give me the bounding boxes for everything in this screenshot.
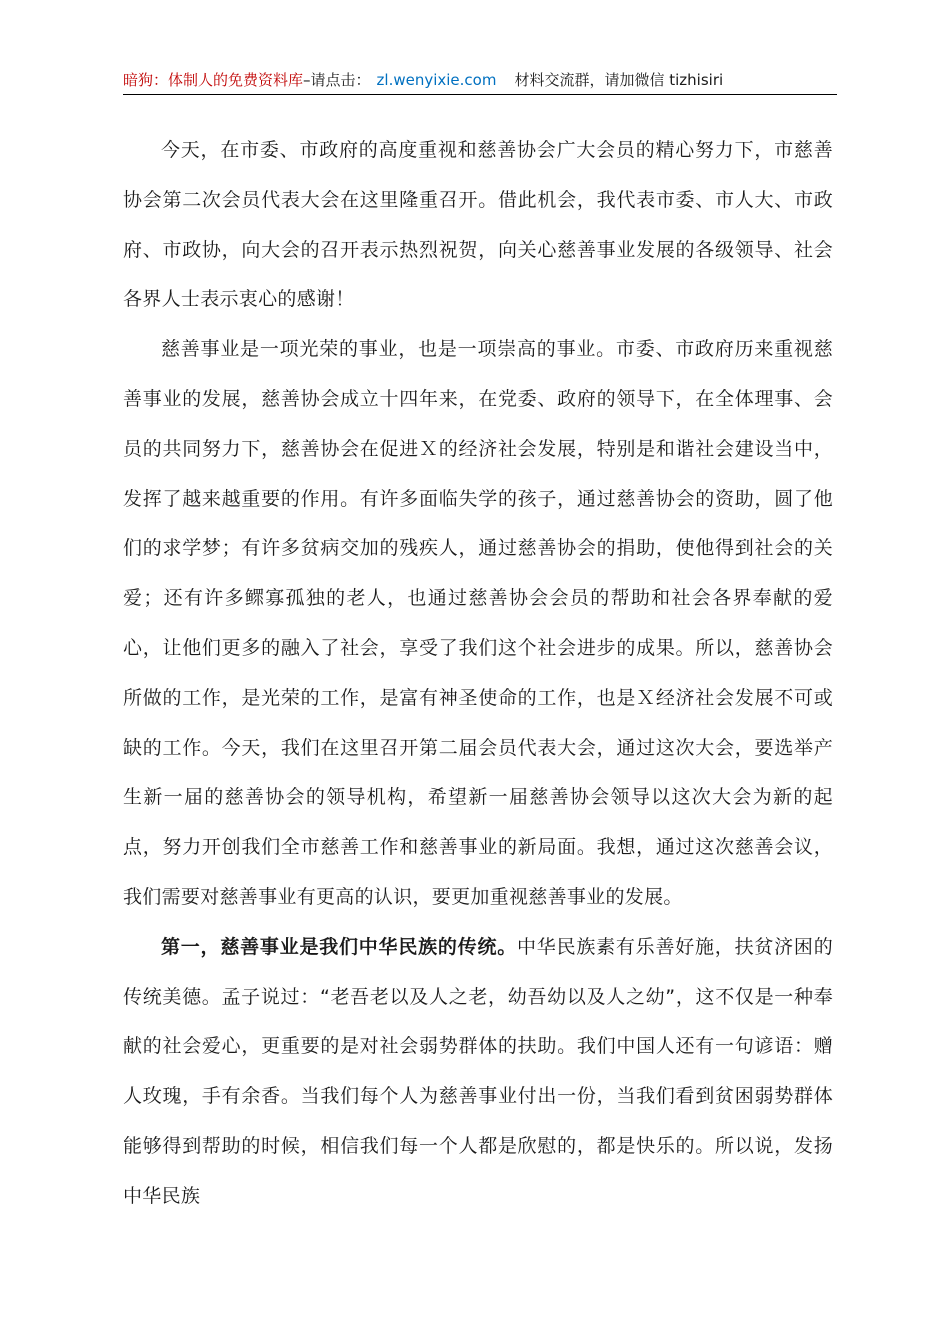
header-contact: 材料交流群，请加微信 tizhisiri [514, 71, 724, 89]
paragraph-charity-mission [123, 325, 833, 923]
document-body [123, 126, 833, 1222]
paragraph-text: 慈善事业是一项光荣的事业，也是一项崇高的事业。市委、市政府历来重视慈善事业的发展，慈善协会成立十四年来，在党委、政府的领导下，在全体理事、会员的共同努力下，慈善协会在促进Ｘ的经济社会发展，特别是和谐社会建设当中，发挥了越来越重要的作用。有许多面临失学的孩子，通过慈善协会的资助，圆了他们的求学梦；有许多贫病交加的残疾人，通过慈善协会的捐助，使他得到社会的关爱；还有许多鳏寡孤独的老人，也通过慈善协会会员的帮助和社会各界奉献的爱心，让他们更多的融入了社会，享受了我们这个社会进步的成果。所以，慈善协会所做的工作，是光荣的工作，是富有神圣使命的工作，也是Ｘ经济社会发展不可或缺的工作。今天，我们在这里召开第二届会员代表大会，通过这次大会，要选举产生新一届的慈善协会的领导机构，希望新一届慈善协会领导以这次大会为新的起点，努力开创我们全市慈善工作和慈善事业的新局面。我想，通过这次慈善会议，我们需要对慈善事业有更高的认识，要更加重视慈善事业的发展。 [123, 338, 833, 908]
header-click-prompt: –请点击： [303, 71, 371, 89]
header-link[interactable]: zl.wenyixie.com [376, 71, 497, 89]
page-header [123, 68, 837, 95]
paragraph-opening [123, 126, 833, 325]
paragraph-bold-lead: 第一，慈善事业是我们中华民族的传统。 [161, 935, 518, 958]
header-brand: 暗狗：体制人的免费资料库 [123, 71, 304, 89]
paragraph-text: 今天，在市委、市政府的高度重视和慈善协会广大会员的精心努力下，市慈善协会第二次会员代表大会在这里隆重召开。借此机会，我代表市委、市人大、市政府、市政协，向大会的召开表示热烈祝贺，向关心慈善事业发展的各级领导、社会各界人士表示衷心的感谢！ [123, 139, 833, 311]
paragraph-text: 中华民族素有乐善好施，扶贫济困的传统美德。孟子说过：“老吾老以及人之老，幼吾幼以及人之幼”，这不仅是一种奉献的社会爱心，更重要的是对社会弱势群体的扶助。我们中国人还有一句谚语：赠人玫瑰，手有余香。当我们每个人为慈善事业付出一份，当我们看到贫困弱势群体能够得到帮助的时候，相信我们每一个人都是欣慰的，都是快乐的。所以说，发扬中华民族 [123, 935, 833, 1207]
paragraph-first-point [123, 923, 833, 1222]
